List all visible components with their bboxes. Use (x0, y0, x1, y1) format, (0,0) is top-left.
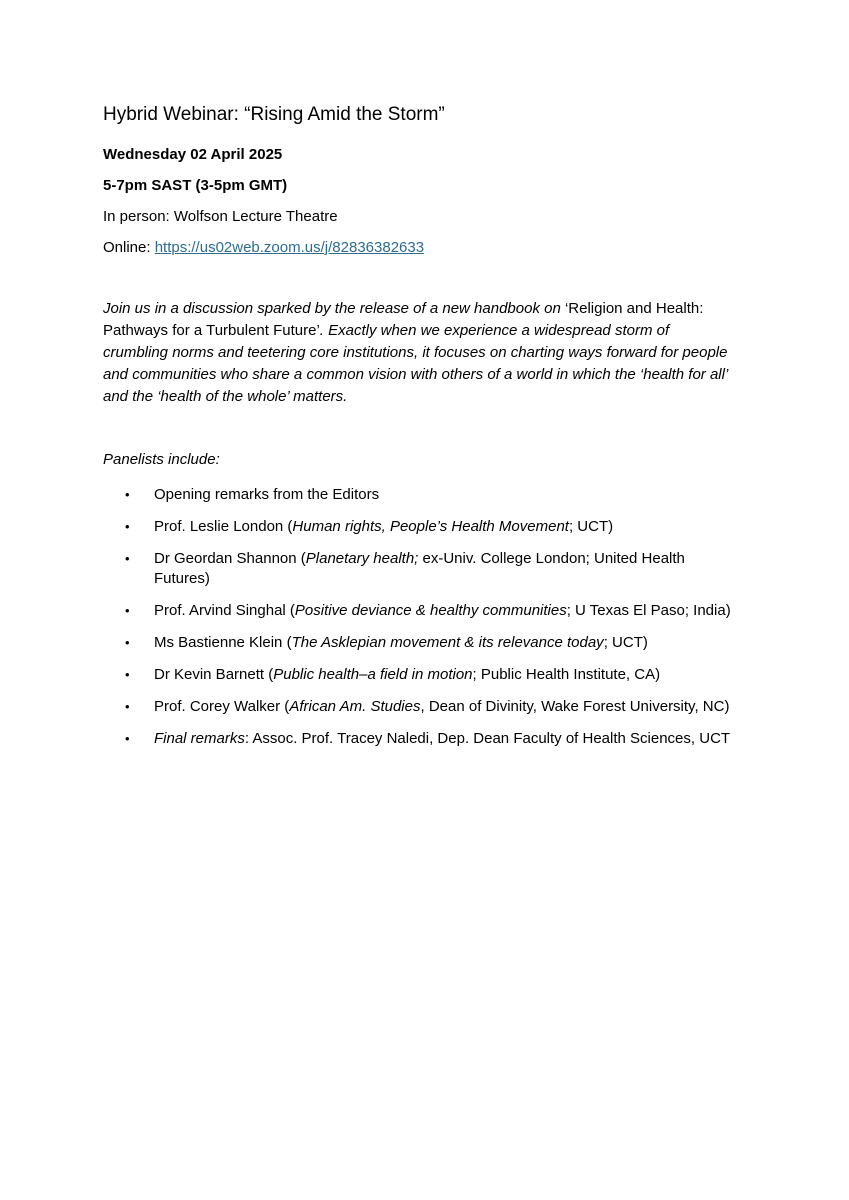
panelist-item (103, 549, 734, 589)
panelist-topic: Final remarks (154, 730, 245, 747)
panelist-name: Opening remarks from the Editors (154, 486, 380, 503)
online-label: Online: (103, 239, 155, 256)
panelist-affiliation: ; Public Health Institute, CA) (472, 666, 661, 683)
bullet-icon: • (125, 699, 130, 714)
panelist-item (103, 665, 734, 685)
panelist-name: Prof. Leslie London ( (154, 518, 293, 535)
intro-part-3: . Exactly when we experience a widespread storm of crumbling norms and teetering core institutions, it focuses on charting ways forward for people and communities who share a common vision with others of a world in which the ‘health for all’ and the ‘health of the whole’ matters. (103, 322, 728, 405)
panelist-name: Dr Geordan Shannon ( (154, 550, 306, 567)
panelist-item (103, 697, 734, 717)
zoom-link[interactable]: https://us02web.zoom.us/j/82836382633 (154, 239, 425, 256)
bullet-icon: • (125, 487, 130, 502)
panelist-topic: Human rights, People’s Health Movement (292, 518, 569, 535)
panelist-topic: Positive deviance & healthy communities (294, 602, 567, 619)
panelist-topic: The Asklepian movement & its relevance today (291, 634, 604, 651)
panelist-item (103, 485, 734, 505)
handbook-title: ‘Religion and Health: Pathways for a Turbulent Future’ (103, 300, 704, 339)
event-title: Hybrid Webinar: “Rising Amid the Storm” (103, 104, 445, 125)
bullet-icon: • (125, 731, 130, 746)
event-online (103, 238, 743, 258)
panelist-topic: Planetary health; (305, 550, 419, 567)
panelist-item (103, 517, 734, 537)
panelist-name: Ms Bastienne Klein ( (154, 634, 292, 651)
panelist-topic: African Am. Studies (289, 698, 421, 715)
panelist-item (103, 633, 734, 653)
bullet-icon: • (125, 667, 130, 682)
panelist-item (103, 729, 734, 749)
panelist-affiliation: , Dean of Divinity, Wake Forest University, NC) (420, 698, 730, 715)
event-date: Wednesday 02 April 2025 (103, 146, 283, 163)
bullet-icon: • (125, 519, 130, 534)
panelist-affiliation: : Assoc. Prof. Tracey Naledi, Dep. Dean Faculty of Health Sciences, UCT (244, 730, 731, 747)
panelist-item (103, 601, 734, 621)
bullet-icon: • (125, 603, 130, 618)
panelist-name: Prof. Arvind Singhal ( (154, 602, 295, 619)
panelist-name: Dr Kevin Barnett ( (154, 666, 274, 683)
panelist-affiliation: ; U Texas El Paso; India) (566, 602, 731, 619)
panelist-affiliation: ; UCT) (568, 518, 614, 535)
bullet-icon: • (125, 551, 130, 566)
panelist-affiliation: ; UCT) (603, 634, 648, 651)
event-venue: In person: Wolfson Lecture Theatre (103, 208, 338, 225)
bullet-icon: • (125, 635, 130, 650)
panelist-affiliation: ex-Univ. College London; United Health Futures) (154, 550, 685, 587)
panelist-topic: Public health–a field in motion (273, 666, 473, 683)
event-time: 5-7pm SAST (3-5pm GMT) (103, 177, 288, 194)
intro-part-1: Join us in a discussion sparked by the release of a new handbook on (103, 300, 565, 317)
panelist-name: Prof. Corey Walker ( (154, 698, 290, 715)
panelists-list (103, 485, 743, 749)
document-page (103, 100, 743, 761)
intro-paragraph (103, 298, 738, 408)
panelists-heading: Panelists include: (103, 451, 220, 468)
